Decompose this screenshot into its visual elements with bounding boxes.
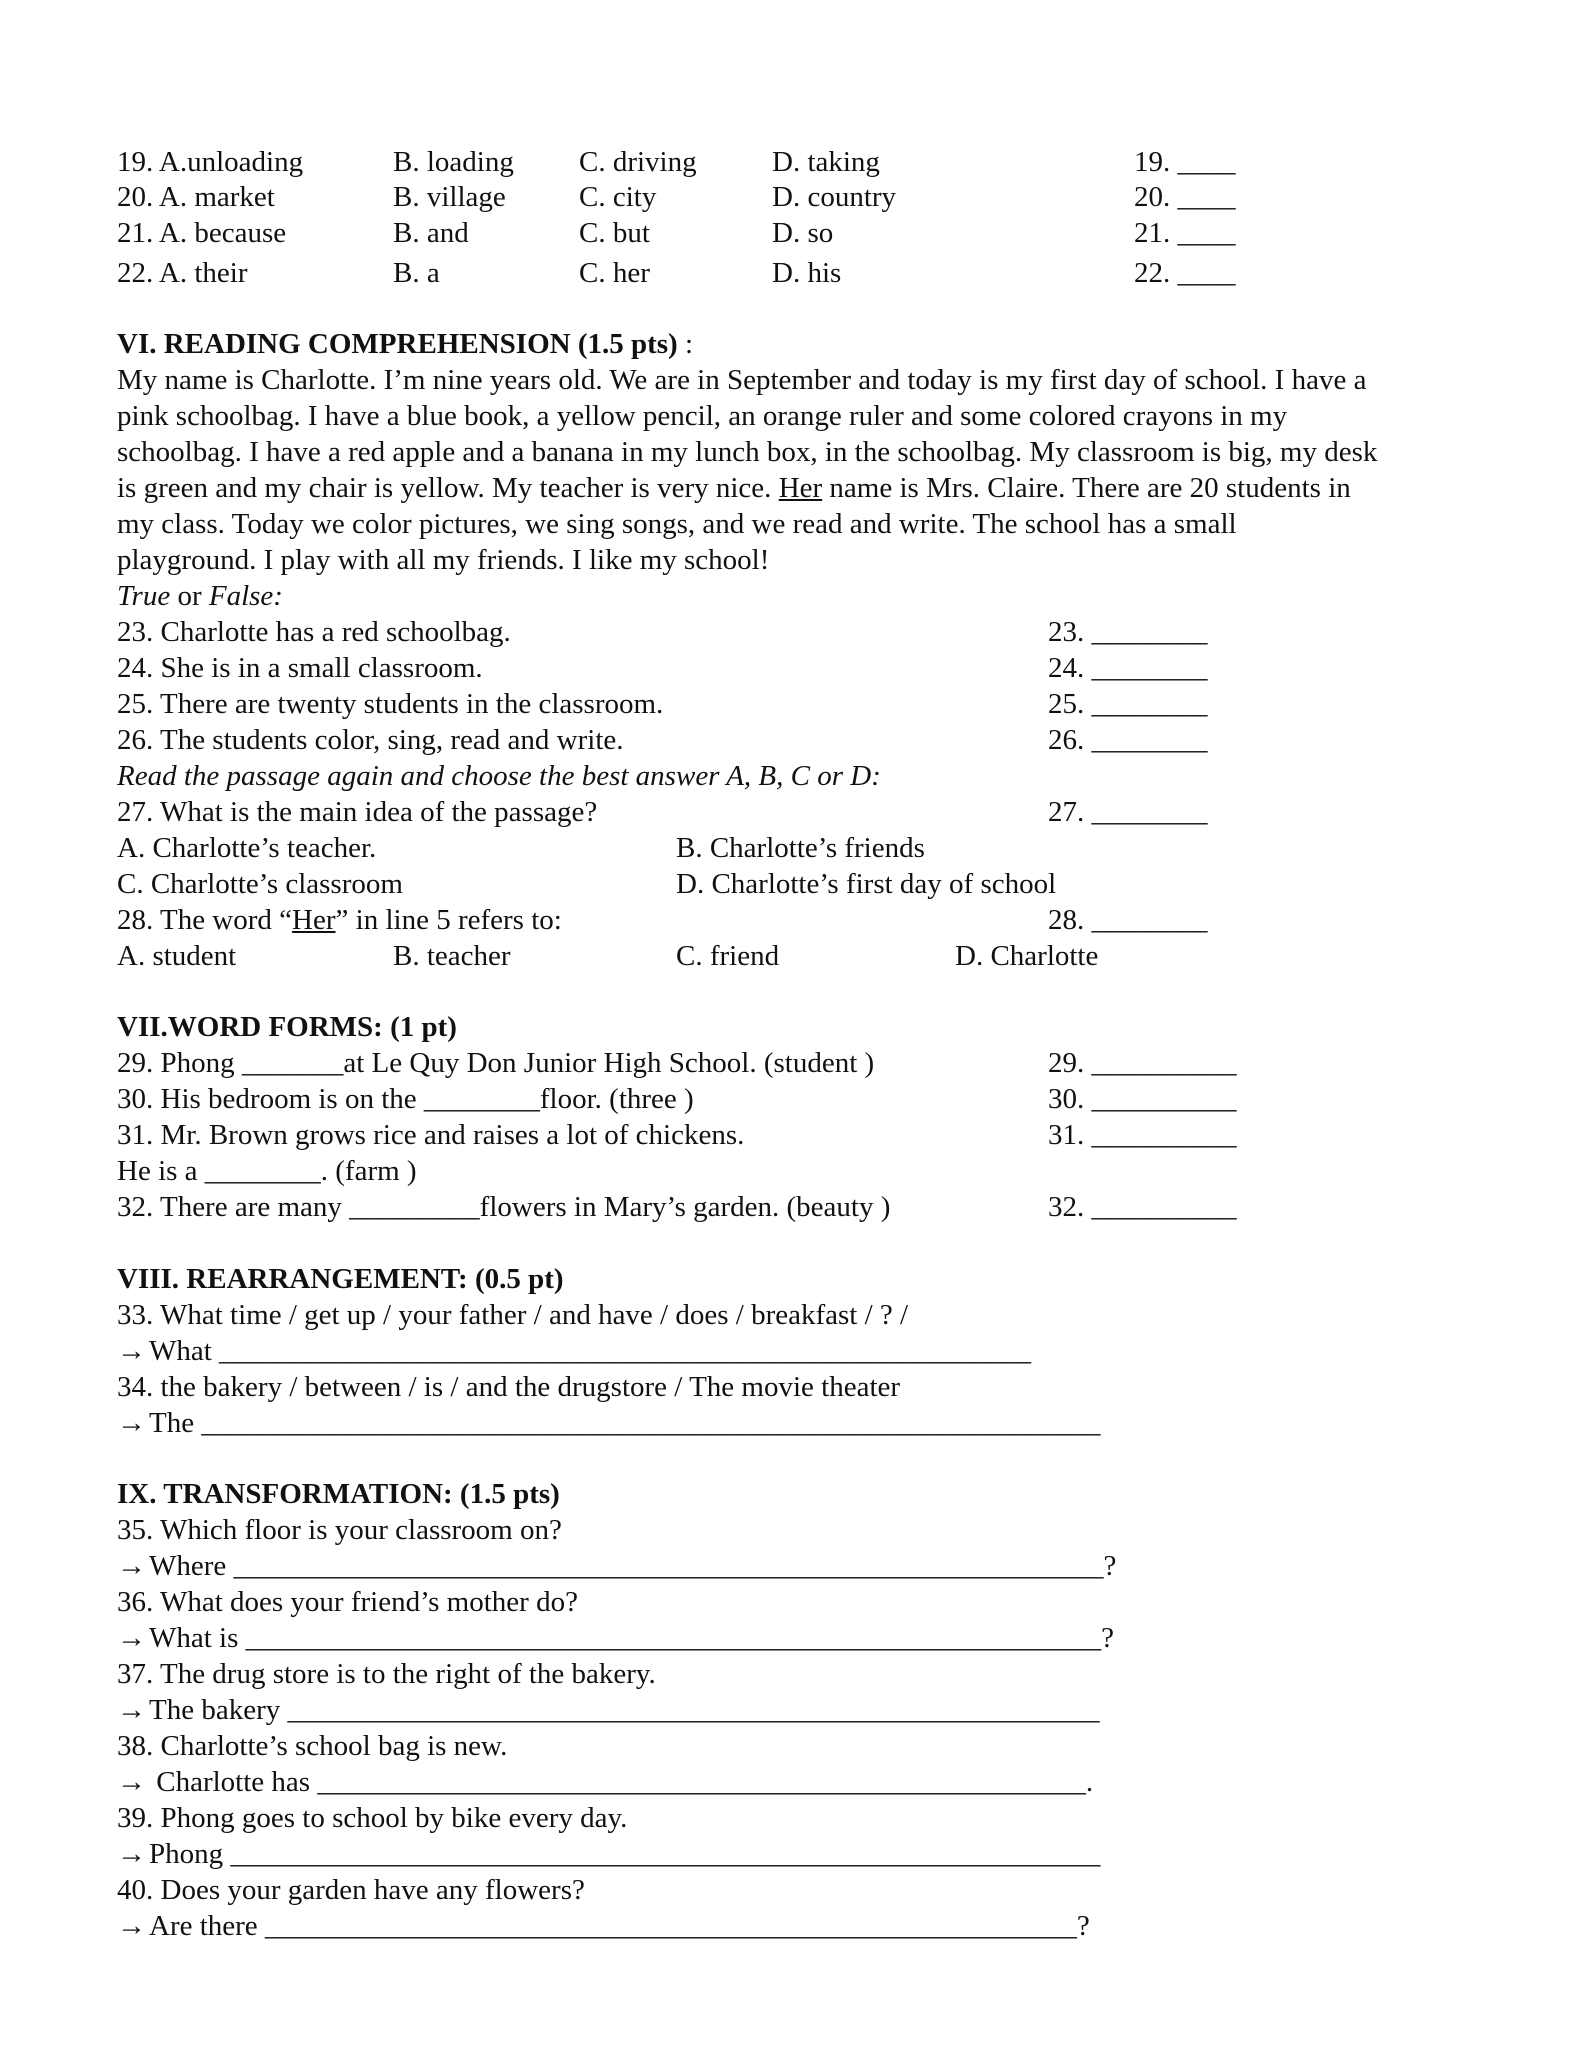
answer-blank: 28. ________	[1048, 904, 1208, 936]
passage-line: is green and my chair is yellow. My teacher is very nice. Her name is Mrs. Claire. There are 20 students in	[117, 472, 1351, 504]
arrow-icon: →	[117, 1694, 146, 1726]
option-d: D. country	[772, 181, 897, 213]
rearrange-answer-line: → The ______________________________________________________________	[117, 1406, 1100, 1442]
word-forms-heading: VII.WORD FORMS: (1 pt)	[117, 1011, 457, 1043]
option-d: D. so	[772, 217, 834, 249]
option-d: D. taking	[772, 146, 880, 178]
passage-line: My name is Charlotte. I’m nine years old. We are in September and today is my first day of school. I have a	[117, 364, 1367, 396]
arrow-icon: →	[117, 1766, 146, 1798]
answer-blank: 20. ____	[1134, 181, 1236, 213]
answer-blank: 29. __________	[1048, 1047, 1237, 1079]
option-b: B. village	[393, 181, 506, 213]
rearrange-question: 33. What time / get up / your father / and have / does / breakfast / ? /	[117, 1299, 909, 1331]
rearrange-question: 34. the bakery / between / is / and the drugstore / The movie theater	[117, 1371, 901, 1403]
answer-blank: 26. ________	[1048, 724, 1208, 756]
reading-heading: VI. READING COMPREHENSION (1.5 pts) :	[117, 328, 694, 360]
answer-blank: 27. ________	[1048, 796, 1208, 828]
arrow-icon: →	[117, 1910, 146, 1942]
answer-blank: 19. ____	[1134, 146, 1236, 178]
answer-blank: 25. ________	[1048, 688, 1208, 720]
transform-answer-line: → Phong ____________________________________________________________	[117, 1837, 1100, 1873]
underlined-her: Her	[778, 472, 823, 504]
transform-answer-line: → Charlotte has _____________________________________________________.	[117, 1765, 1093, 1801]
answer-blank: 24. ________	[1048, 652, 1208, 684]
transform-answer-line: → The bakery ________________________________________________________	[117, 1693, 1100, 1729]
answer-blank: 30. __________	[1048, 1083, 1237, 1115]
option-c: C. driving	[579, 146, 697, 178]
transform-question: 38. Charlotte’s school bag is new.	[117, 1730, 508, 1762]
option-c: C. city	[579, 181, 657, 213]
worksheet-page: 19. A.unloading B. loading C. driving D. taking 19. ____ 20. A. market B. village C. city D. country 20. ____ 21. A. because B. and C. but D. so 21. ____ 22. A. their B. a C. her D. his 22. ____ VI. READING COMPREHENSION (1.5 pts) : My name is Charlotte. I’m nine years old. We are in September and today is my first day of school. I have a pink schoolbag. I have a blue book, a yellow pencil, an orange ruler and some colored crayons in my schoolbag. I have a red apple and a banana in my lunch box, in the schoolbag. My classroom is big, my desk is green and my chair is yellow. My teacher is very nice. Her name is Mrs. Claire. There are 20 students in my class. Today we color pictures, we sing songs, and we read and write. The school has a small playground. I play with all my friends. I like my school! True or False: 23. Charlotte has a red schoolbag. 23. ________ 24. She is in a small classroom. 24. ________ 25. There are twenty students in the classroom. 25. ________ 26. The students color, sing, read and write. 26. ________ Read the passage again and choose the best answer A, B, C or D: 27. What is the main idea of the passage? 27. ________ A. Charlotte’s teacher. B. Charlotte’s friends C. Charlotte’s classroom D. Charlotte’s first day of school 28. The word “Her” in line 5 refers to: 28. ________ A. student B. teacher C. friend D. Charlotte VII.WORD FORMS: (1 pt) 29. Phong _______at Le Quy Don Junior High School. (student ) 29. __________ 30. His bedroom is on the ________floor. (three ) 30. __________ 31. Mr. Brown grows rice and raises a lot of chickens. 31. __________ He is a ________. (farm ) 32. There are many _________flowers in Mary’s garden. (beauty ) 32. __________ VIII. REARRANGEMENT: (0.5 pt) 33. What time / get up / your father / and have / does / breakfast / ? / → What ________________________________________________________ 34. the bakery / between / is / and the drugstore / The movie theater → The ______________________________________________________________ IX. TRANSFORMATION: (1.5 pts) 35. Which floor is your classroom on? → Where ____________________________________________________________? 36. What does your friend’s mother do? → What is ___________________________________________________________? 37. The drug store is to the right of the bakery. → The bakery ________________________________________________________ 38. Charlotte’s school bag is new. → Charlotte has _____________________________________________________. 39. Phong goes to school by bike every day. → Phong ____________________________________________________________ 40. Does your garden have any flowers? → Are there ________________________________________________________?	[0, 0, 1583, 2048]
transform-question: 36. What does your friend’s mother do?	[117, 1586, 578, 1618]
passage-line: playground. I play with all my friends. I like my school!	[117, 544, 770, 576]
option-b: B. loading	[393, 146, 514, 178]
transform-answer-line: → Are there ________________________________________________________?	[117, 1909, 1090, 1945]
passage-line: schoolbag. I have a red apple and a banana in my lunch box, in the schoolbag. My classroom is big, my desk	[117, 436, 1378, 468]
arrow-icon: →	[117, 1622, 146, 1654]
arrow-icon: →	[117, 1838, 146, 1870]
transform-question: 40. Does your garden have any flowers?	[117, 1874, 585, 1906]
true-false-instruction: True or False:	[117, 580, 283, 612]
mc-instruction: Read the passage again and choose the best answer A, B, C or D:	[117, 760, 881, 792]
transform-answer-line: → What is ___________________________________________________________?	[117, 1621, 1114, 1657]
option-b: B. and	[393, 217, 469, 249]
transform-question: 37. The drug store is to the right of the bakery.	[117, 1658, 656, 1690]
option-c: C. but	[579, 217, 650, 249]
option-a: 22. A. their	[117, 257, 248, 289]
answer-blank: 23. ________	[1048, 616, 1208, 648]
rearrange-answer-line: → What ________________________________________________________	[117, 1334, 1031, 1370]
rearrangement-heading: VIII. REARRANGEMENT: (0.5 pt)	[117, 1263, 564, 1295]
arrow-icon: →	[117, 1550, 146, 1582]
passage-line: my class. Today we color pictures, we sing songs, and we read and write. The school has a small	[117, 508, 1237, 540]
transformation-heading: IX. TRANSFORMATION: (1.5 pts)	[117, 1478, 560, 1510]
option-b: B. a	[393, 257, 440, 289]
passage-line: pink schoolbag. I have a blue book, a yellow pencil, an orange ruler and some colored crayons in my	[117, 400, 1288, 432]
option-c: C. her	[579, 257, 650, 289]
arrow-icon: →	[117, 1407, 146, 1439]
answer-blank: 31. __________	[1048, 1119, 1237, 1151]
transform-answer-line: → Where ____________________________________________________________?	[117, 1549, 1116, 1585]
option-a: 19. A.unloading	[117, 146, 304, 178]
arrow-icon: →	[117, 1335, 146, 1367]
option-d: D. his	[772, 257, 842, 289]
option-a: 20. A. market	[117, 181, 275, 213]
transform-question: 39. Phong goes to school by bike every day.	[117, 1802, 628, 1834]
answer-blank: 32. __________	[1048, 1191, 1237, 1223]
answer-blank: 22. ____	[1134, 257, 1236, 289]
answer-blank: 21. ____	[1134, 217, 1236, 249]
transform-question: 35. Which floor is your classroom on?	[117, 1514, 562, 1546]
option-a: 21. A. because	[117, 217, 287, 249]
word-form-continuation: He is a ________. (farm )	[117, 1155, 417, 1187]
